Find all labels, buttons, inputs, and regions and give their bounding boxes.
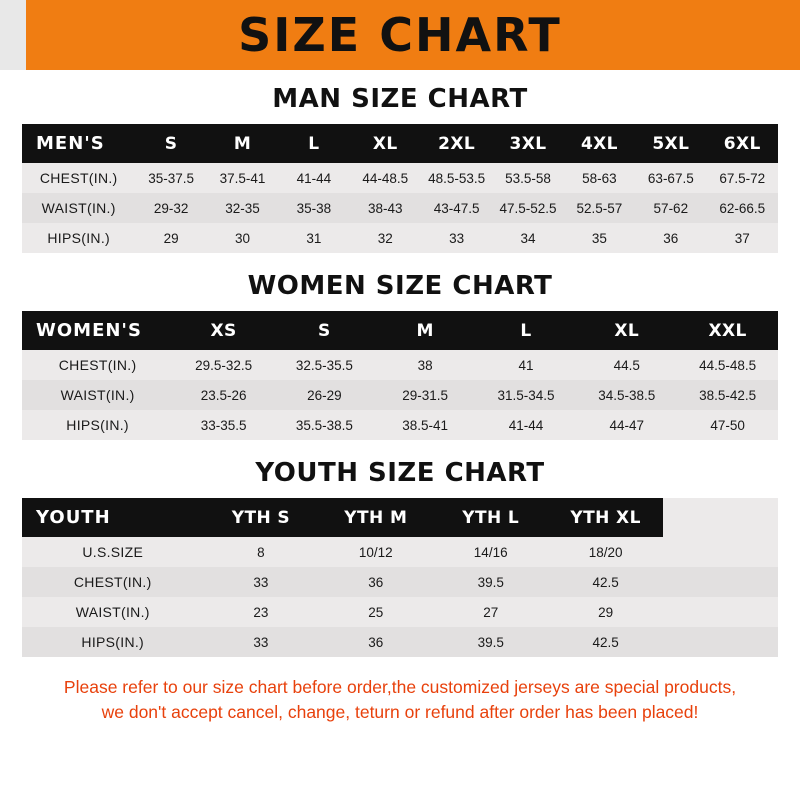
spacer-cell <box>663 498 778 537</box>
table-row <box>22 163 778 193</box>
footer-note <box>0 665 800 726</box>
row-label: CHEST(IN.) <box>22 350 173 380</box>
cell: 63-67.5 <box>635 163 706 193</box>
cell: 35-37.5 <box>135 163 206 193</box>
cell: 37.5-41 <box>207 163 278 193</box>
column-header: 3XL <box>492 124 563 163</box>
row-label: CHEST(IN.) <box>22 567 203 597</box>
cell: 31.5-34.5 <box>476 380 577 410</box>
column-header: L <box>278 124 349 163</box>
youth-size-table-wrap <box>0 498 800 657</box>
column-header: S <box>135 124 206 163</box>
column-header: XL <box>350 124 421 163</box>
cell: 34.5-38.5 <box>576 380 677 410</box>
cell: 32.5-35.5 <box>274 350 375 380</box>
table-header-row <box>22 498 778 537</box>
column-header: WOMEN'S <box>22 311 173 350</box>
cell: 38.5-41 <box>375 410 476 440</box>
cell: 42.5 <box>548 567 663 597</box>
cell: 29.5-32.5 <box>173 350 274 380</box>
table-row <box>22 380 778 410</box>
cell: 31 <box>278 223 349 253</box>
page-title: SIZE CHART <box>238 8 562 62</box>
cell: 38-43 <box>350 193 421 223</box>
cell: 38.5-42.5 <box>677 380 778 410</box>
cell: 35-38 <box>278 193 349 223</box>
column-header: YTH L <box>433 498 548 537</box>
table-row <box>22 567 778 597</box>
column-header: MEN'S <box>22 124 135 163</box>
cell: 36 <box>318 567 433 597</box>
column-header: YTH M <box>318 498 433 537</box>
row-label: U.S.SIZE <box>22 537 203 567</box>
table-row <box>22 223 778 253</box>
cell: 48.5-53.5 <box>421 163 492 193</box>
cell: 33 <box>203 627 318 657</box>
cell: 30 <box>207 223 278 253</box>
cell: 8 <box>203 537 318 567</box>
column-header: YTH S <box>203 498 318 537</box>
cell: 26-29 <box>274 380 375 410</box>
section-title-women: WOMEN SIZE CHART <box>247 271 553 301</box>
cell: 58-63 <box>564 163 635 193</box>
cell: 10/12 <box>318 537 433 567</box>
row-label: WAIST(IN.) <box>22 193 135 223</box>
man-size-table-wrap <box>0 124 800 253</box>
cell: 32 <box>350 223 421 253</box>
cell: 29 <box>548 597 663 627</box>
column-header: 6XL <box>707 124 778 163</box>
column-header: 2XL <box>421 124 492 163</box>
cell: 52.5-57 <box>564 193 635 223</box>
spacer-cell <box>663 627 778 657</box>
section-title-youth: YOUTH SIZE CHART <box>255 458 545 488</box>
column-header: M <box>207 124 278 163</box>
cell: 29-32 <box>135 193 206 223</box>
page-banner <box>0 0 800 70</box>
row-label: WAIST(IN.) <box>22 597 203 627</box>
footer-note-line-2: we don't accept cancel, change, teturn or refund after order has been placed! <box>101 702 699 723</box>
row-label: WAIST(IN.) <box>22 380 173 410</box>
section-title-man: MAN SIZE CHART <box>272 84 528 114</box>
row-label: HIPS(IN.) <box>22 627 203 657</box>
table-row <box>22 537 778 567</box>
spacer-cell <box>663 597 778 627</box>
column-header: S <box>274 311 375 350</box>
table-header-row <box>22 311 778 350</box>
column-header: XS <box>173 311 274 350</box>
cell: 36 <box>318 627 433 657</box>
cell: 27 <box>433 597 548 627</box>
spacer-cell <box>663 567 778 597</box>
cell: 41-44 <box>476 410 577 440</box>
cell: 34 <box>492 223 563 253</box>
cell: 41-44 <box>278 163 349 193</box>
column-header: XXL <box>677 311 778 350</box>
cell: 42.5 <box>548 627 663 657</box>
banner-left-accent <box>0 0 26 70</box>
women-size-table-wrap <box>0 311 800 440</box>
table-row <box>22 193 778 223</box>
row-label: HIPS(IN.) <box>22 410 173 440</box>
cell: 25 <box>318 597 433 627</box>
column-header: YTH XL <box>548 498 663 537</box>
cell: 39.5 <box>433 627 548 657</box>
cell: 62-66.5 <box>707 193 778 223</box>
cell: 67.5-72 <box>707 163 778 193</box>
cell: 47.5-52.5 <box>492 193 563 223</box>
cell: 32-35 <box>207 193 278 223</box>
cell: 38 <box>375 350 476 380</box>
cell: 43-47.5 <box>421 193 492 223</box>
cell: 44-47 <box>576 410 677 440</box>
cell: 41 <box>476 350 577 380</box>
cell: 33 <box>203 567 318 597</box>
footer-note-line-1: Please refer to our size chart before order,the customized jerseys are special products, <box>63 677 737 697</box>
column-header: L <box>476 311 577 350</box>
cell: 39.5 <box>433 567 548 597</box>
cell: 35 <box>564 223 635 253</box>
cell: 53.5-58 <box>492 163 563 193</box>
cell: 44.5-48.5 <box>677 350 778 380</box>
cell: 35.5-38.5 <box>274 410 375 440</box>
table-header-row <box>22 124 778 163</box>
cell: 23.5-26 <box>173 380 274 410</box>
cell: 44.5 <box>576 350 677 380</box>
cell: 18/20 <box>548 537 663 567</box>
cell: 23 <box>203 597 318 627</box>
women-size-table <box>22 311 778 440</box>
spacer-cell <box>663 537 778 567</box>
youth-size-table <box>22 498 778 657</box>
cell: 33 <box>421 223 492 253</box>
cell: 37 <box>707 223 778 253</box>
cell: 33-35.5 <box>173 410 274 440</box>
cell: 57-62 <box>635 193 706 223</box>
table-row <box>22 410 778 440</box>
cell: 29-31.5 <box>375 380 476 410</box>
table-row <box>22 350 778 380</box>
column-header: 5XL <box>635 124 706 163</box>
row-label: CHEST(IN.) <box>22 163 135 193</box>
cell: 36 <box>635 223 706 253</box>
table-row <box>22 597 778 627</box>
column-header: YOUTH <box>22 498 203 537</box>
table-row <box>22 627 778 657</box>
cell: 29 <box>135 223 206 253</box>
column-header: M <box>375 311 476 350</box>
cell: 47-50 <box>677 410 778 440</box>
column-header: 4XL <box>564 124 635 163</box>
row-label: HIPS(IN.) <box>22 223 135 253</box>
man-size-table <box>22 124 778 253</box>
column-header: XL <box>576 311 677 350</box>
cell: 14/16 <box>433 537 548 567</box>
cell: 44-48.5 <box>350 163 421 193</box>
